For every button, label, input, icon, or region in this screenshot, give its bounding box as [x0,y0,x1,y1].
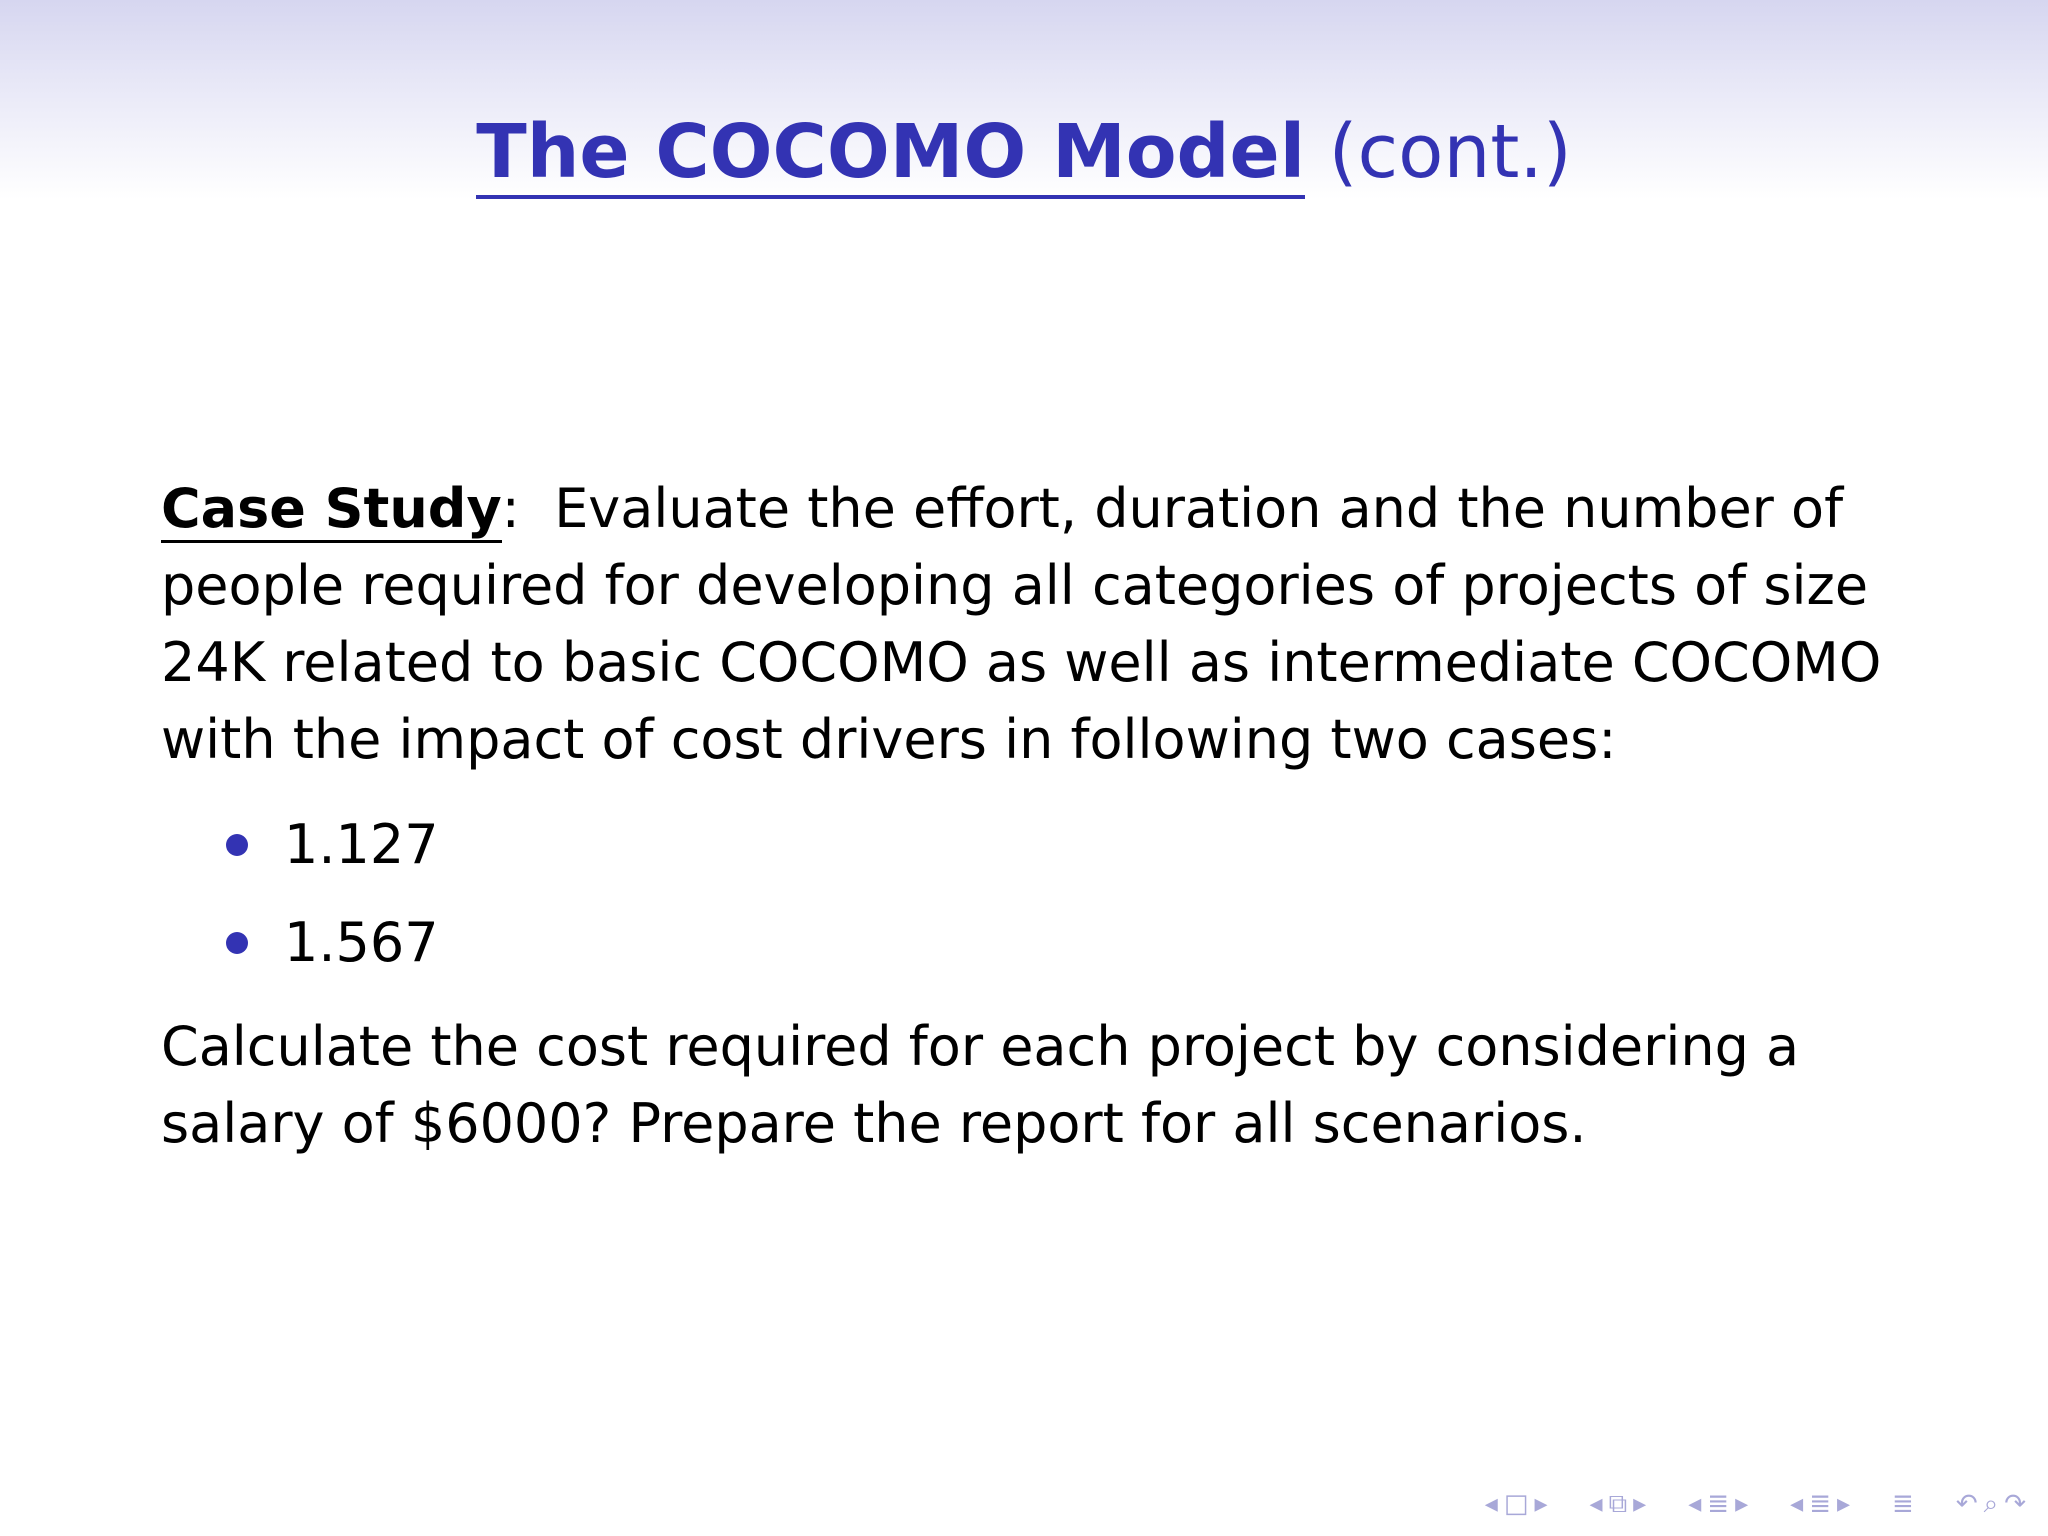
case-study-colon: : [501,477,520,540]
case-value: 1.567 [284,911,439,974]
prev-frame-arrow-icon[interactable]: ◂ [1484,1489,1498,1519]
slide-title [0,108,2048,197]
beamer-navigation-bar [1485,1484,2026,1524]
case-study-text: Evaluate the effort, duration and the number of people required for developing all categories of projects of size 24K related to basic COCOMO as well as intermediate COCOMO with the impact of cost drivers in following two cases: [161,477,1882,771]
subsection-icon[interactable]: ⧉ [1608,1489,1628,1519]
case-value: 1.127 [284,813,439,876]
prev-part-arrow-icon[interactable]: ◂ [1790,1489,1804,1519]
back-icon[interactable]: ↶ [1955,1489,1978,1519]
list-item [161,796,1891,894]
appendix-icon[interactable]: ≣ [1892,1489,1914,1519]
prev-section-arrow-icon[interactable]: ◂ [1688,1489,1702,1519]
frame-icon[interactable]: □ [1503,1489,1529,1519]
next-subsection-arrow-icon[interactable]: ▸ [1633,1489,1647,1519]
slide-title-cont: (cont.) [1328,109,1572,195]
bullet-icon [226,834,248,856]
case-study-paragraph [161,470,1891,778]
case-study-label: Case Study [161,477,502,543]
section-icon[interactable]: ≣ [1707,1489,1730,1519]
next-part-arrow-icon[interactable]: ▸ [1836,1489,1851,1519]
cases-list [161,796,1891,992]
slide-title-main[interactable]: The COCOMO Model [476,109,1305,199]
next-section-arrow-icon[interactable]: ▸ [1735,1489,1749,1519]
bullet-icon [226,932,248,954]
search-icon[interactable]: ⌕ [1983,1489,1999,1519]
instructions-paragraph: Calculate the cost required for each project by considering a salary of $6000? Prepare the report for all scenarios. [161,1015,1800,1155]
list-item [161,894,1891,992]
prev-subsection-arrow-icon[interactable]: ◂ [1589,1489,1603,1519]
slide-body [161,470,1891,1162]
part-icon[interactable]: ≣ [1809,1489,1831,1519]
forward-icon[interactable]: ↷ [2004,1489,2026,1519]
next-frame-arrow-icon[interactable]: ▸ [1534,1489,1548,1519]
